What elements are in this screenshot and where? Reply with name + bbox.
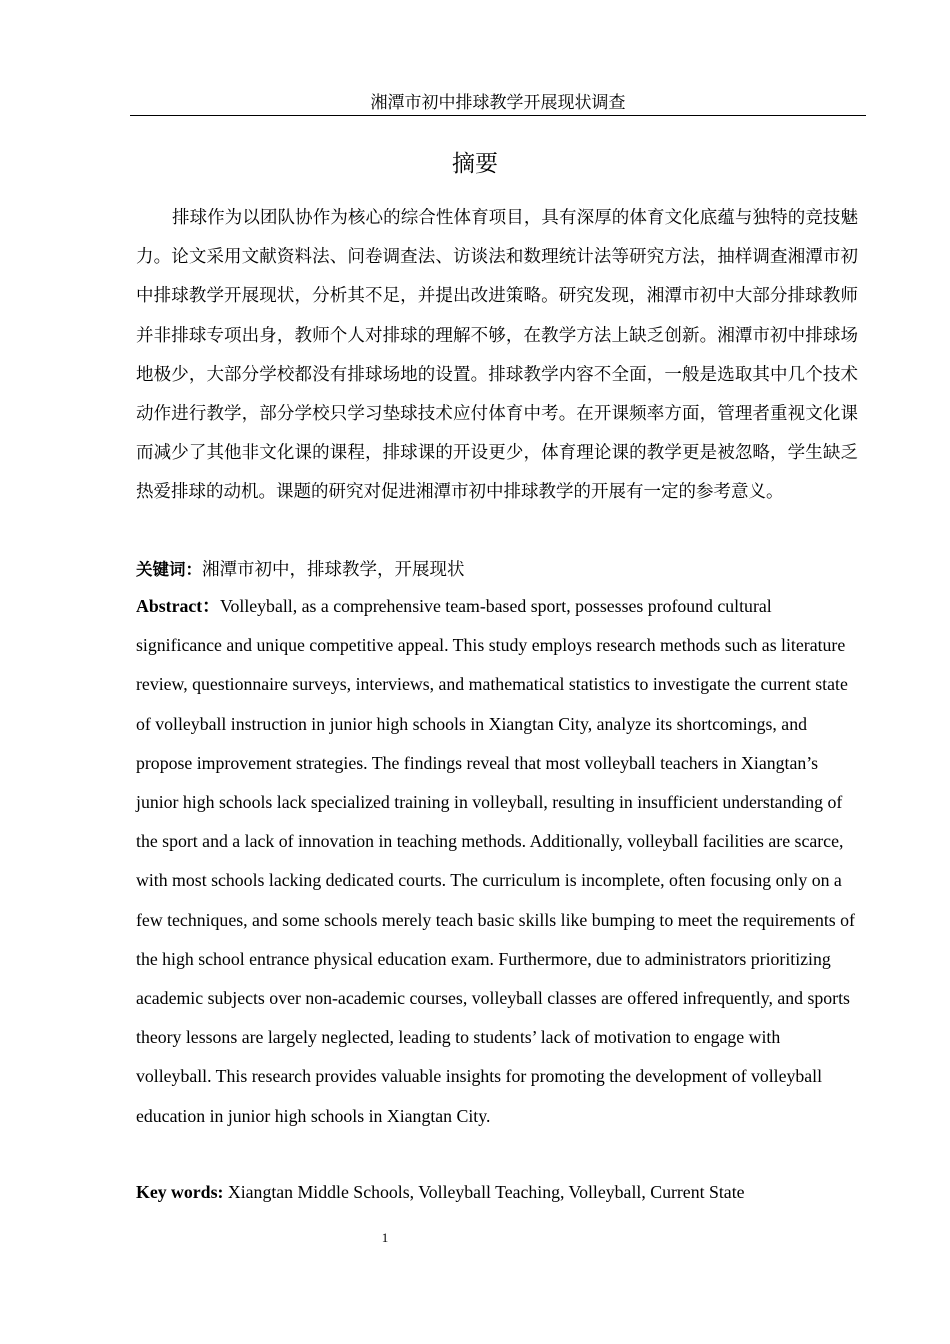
english-keywords: [136, 1173, 858, 1212]
running-header-title: 湘潭市初中排球教学开展现状调查: [370, 93, 626, 112]
english-abstract-label: Abstract：: [136, 596, 220, 616]
page-number: 1: [381, 1230, 389, 1245]
chinese-keywords: [136, 550, 858, 589]
english-abstract-paragraph: [136, 587, 858, 1136]
english-keywords-label: Key words:: [136, 1182, 224, 1202]
header-rule: [130, 115, 866, 116]
chinese-abstract-paragraph: 排球作为以团队协作为核心的综合性体育项目，具有深厚的体育文化底蕴与独特的竞技魅力。论文采用文献资料法、问卷调查法、访谈法和数理统计法等研究方法，抽样调查湘潭市初中排球教学开展现状，分析其不足，并提出改进策略。研究发现，湘潭市初中大部分排球教师并非排球专项出身，教师个人对排球的理解不够，在教学方法上缺乏创新。湘潭市初中排球场地极少，大部分学校都没有排球场地的设置。排球教学内容不全面，一般是选取其中几个技术动作进行教学，部分学校只学习垫球技术应付体育中考。在开课频率方面，管理者重视文化课而减少了其他非文化课的课程，排球课的开设更少，体育理论课的教学更是被忽略，学生缺乏热爱排球的动机。课题的研究对促进湘潭市初中排球教学的开展有一定的参考意义。: [136, 207, 858, 502]
abstract-heading: 摘要: [452, 151, 498, 177]
chinese-keywords-text: 湘潭市初中，排球教学，开展现状: [202, 559, 465, 579]
english-keywords-text: Xiangtan Middle Schools, Volleyball Teaching, Volleyball, Current State: [227, 1182, 745, 1202]
english-abstract-text: Volleyball, as a comprehensive team-based sport, possesses profound cultural significance and unique competitive appeal. This study employs research methods such as literature review, questionnaire surveys, interviews, and mathematical statistics to investigate the current state of volleyball instruction in junior high schools in Xiangtan City, analyze its shortcomings, and propose improvement strategies. The findings reveal that most volleyball teachers in Xiangtan’s junior high schools lack specialized training in volleyball, resulting in insufficient understanding of the sport and a lack of innovation in teaching methods. Additionally, volleyball facilities are scarce, with most schools lacking dedicated courts. The curriculum is incomplete, often focusing only on a few techniques, and some schools merely teach basic skills like bumping to meet the requirements of the high school entrance physical education exam. Furthermore, due to administrators prioritizing academic subjects over non-academic courses, volleyball classes are offered infrequently, and sports theory lessons are largely neglected, leading to students’ lack of motivation to engage with volleyball. This research provides valuable insights for promoting the development of volleyball education in junior high schools in Xiangtan City.: [136, 596, 855, 1126]
chinese-keywords-label: 关键词：: [136, 560, 202, 579]
